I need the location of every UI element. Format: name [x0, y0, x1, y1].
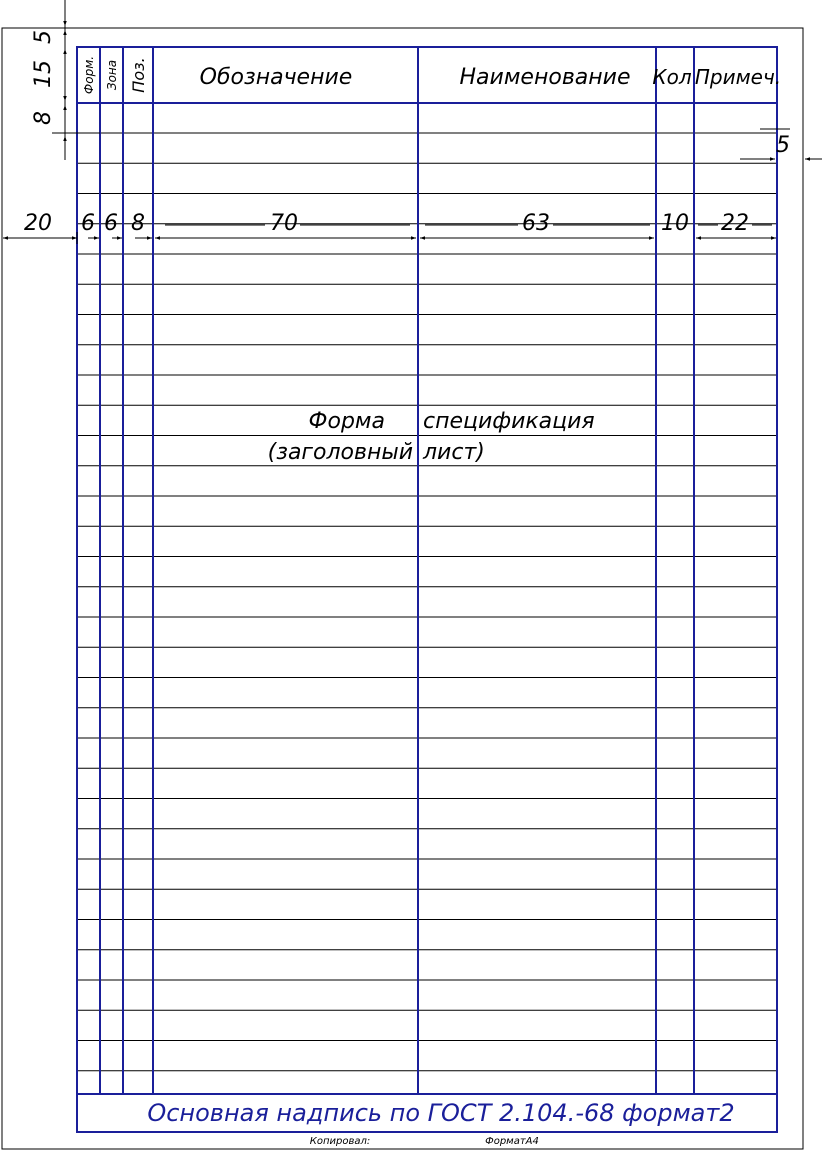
- top-dimension-labels: [31, 30, 56, 125]
- header-designation: Обозначение: [199, 65, 353, 90]
- caption-specification: спецификация: [423, 409, 595, 434]
- dim-col-6a: 6: [81, 211, 95, 236]
- title-block-label: Основная надпись по ГОСТ 2.104.-68 формат2: [147, 1099, 735, 1127]
- dim-top-15: 15: [31, 60, 56, 88]
- frame-rect: [77, 47, 777, 1132]
- caption-form: Форма: [308, 409, 385, 434]
- dim-col-63: 63: [522, 211, 550, 236]
- caption-title-sheet: (заголовный: [267, 440, 413, 465]
- dim-col-70: 70: [270, 211, 298, 236]
- form-frame: [77, 47, 777, 1132]
- copied-by-label: Копировал:: [309, 1136, 371, 1147]
- caption-sheet: лист): [423, 440, 485, 465]
- dim-right-5: 5: [776, 133, 790, 158]
- dim-left-20: 20: [24, 211, 52, 236]
- header-name: Наименование: [459, 65, 631, 90]
- dim-col-22: 22: [721, 211, 749, 236]
- header-qty: Кол: [652, 65, 692, 89]
- dim-col-8: 8: [131, 211, 145, 236]
- header-zone: Зона: [105, 59, 119, 91]
- dim-col-6b: 6: [104, 211, 118, 236]
- header-note: Примеч.: [694, 65, 782, 89]
- dim-top-8: 8: [31, 111, 56, 125]
- header-pos: Поз.: [129, 57, 148, 93]
- dim-col-10: 10: [661, 211, 689, 236]
- header-form: Форм.: [82, 55, 96, 95]
- table-header: [82, 56, 781, 94]
- format-label: ФорматА4: [485, 1136, 539, 1147]
- table-rows: [77, 133, 777, 1071]
- dim-top-5: 5: [31, 30, 56, 44]
- form-caption: [268, 409, 595, 465]
